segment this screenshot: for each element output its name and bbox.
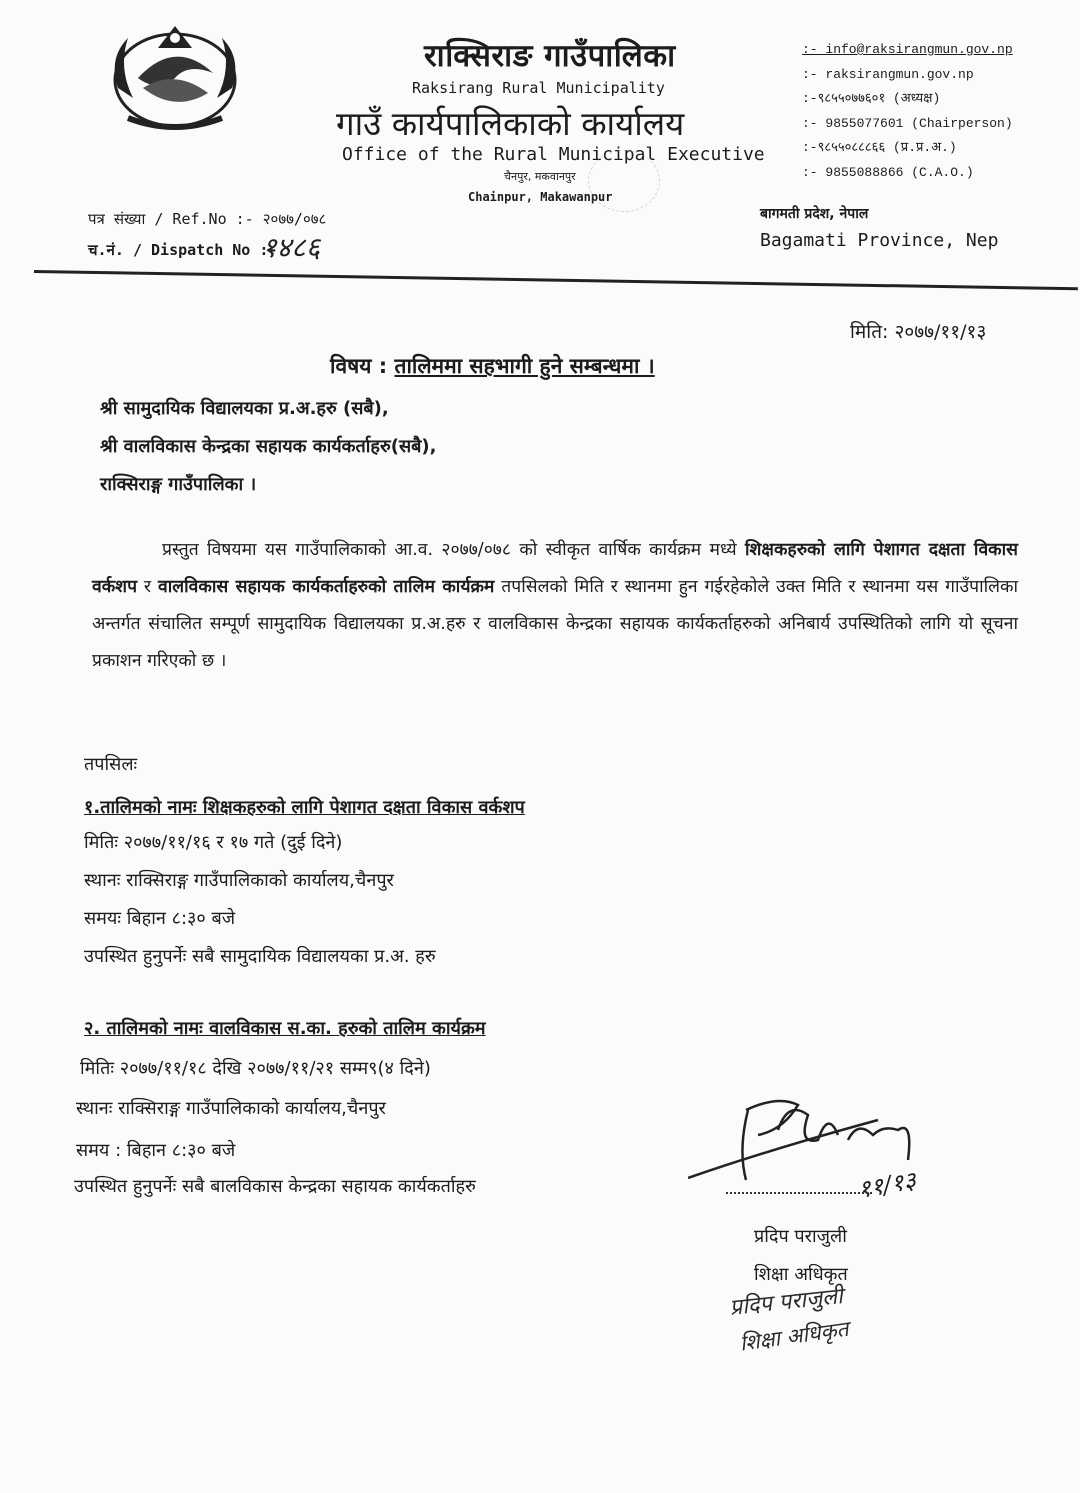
signature-line bbox=[726, 1192, 872, 1194]
handwritten-name: प्रदिप पराजुली bbox=[728, 1284, 844, 1321]
tapsil-label: तपसिलः bbox=[84, 754, 138, 775]
letter-date: मिति: २०७७/११/१३ bbox=[850, 321, 987, 343]
contact-phone-chair: :- 9855077601 (Chairperson) bbox=[802, 115, 1013, 131]
training-1-place: स्थानः राक्सिराङ्ग गाउँपालिकाको कार्यालय,चैनपुर bbox=[84, 870, 394, 891]
addressee-line: राक्सिराङ्ग गाउँपालिका । bbox=[100, 474, 257, 495]
office-stamp bbox=[588, 150, 660, 212]
training-1-heading: १.तालिमको नामः शिक्षकहरुको लागि पेशागत दक्षता विकास वर्कशप bbox=[84, 797, 525, 818]
signature-date: ११/१३ bbox=[856, 1166, 919, 1204]
training-2-date: मितिः २०७७/११/१८ देखि २०७७/११/२१ सम्म९(४ दिने) bbox=[80, 1058, 431, 1079]
address-nepali: चैनपुर, मकवानपुर bbox=[504, 170, 576, 183]
addressee-line: श्री सामुदायिक विद्यालयका प्र.अ.हरु (सबै), bbox=[100, 398, 389, 419]
contact-website[interactable]: :- raksirangmun.gov.np bbox=[802, 66, 974, 82]
training-2-place: स्थानः राक्सिराङ्ग गाउँपालिकाको कार्यालय,चैनपुर bbox=[76, 1098, 386, 1119]
letter-subject bbox=[330, 352, 655, 380]
contact-phone-chair-np: :-९८५५०७७६०१ (अध्यक्ष) bbox=[802, 91, 941, 106]
dispatch-number-handwritten: १४८६ bbox=[262, 231, 321, 264]
header-divider bbox=[34, 270, 1078, 290]
municipality-name-nepali: राक्सिराङ गाउँपालिका bbox=[424, 38, 676, 74]
training-1-date: मितिः २०७७/११/१६ र १७ गते (दुई दिने) bbox=[84, 832, 343, 853]
reference-number: पत्र संख्या / Ref.No :- २०७७/०७८ bbox=[88, 210, 327, 228]
office-name-english: Office of the Rural Municipal Executive bbox=[342, 144, 765, 165]
body-text: प्रस्तुत विषयमा यस गाउँपालिकाको आ.व. २०७७/०७८ को स्वीकृत वार्षिक कार्यक्रम मध्ये bbox=[162, 540, 745, 560]
subject-text: तालिममा सहभागी हुने सम्बन्धमा । bbox=[394, 354, 655, 378]
body-paragraph bbox=[92, 532, 1018, 680]
signatory-post: शिक्षा अधिकृत bbox=[754, 1264, 848, 1285]
training-2-time: समय : बिहान ८:३० बजे bbox=[76, 1140, 236, 1161]
contact-phone-cao: :- 9855088866 (C.A.O.) bbox=[802, 164, 974, 180]
contact-list bbox=[802, 38, 1013, 185]
training-2-heading: २. तालिमको नामः वालविकास स.का. हरुको तालिम कार्यक्रम bbox=[84, 1018, 486, 1039]
dispatch-label: च.नं. / Dispatch No :- bbox=[88, 241, 278, 259]
body-text: तपसिलको मिति र स्थानमा हुन गईरहेकोले उक्त मिति र स्थानमा यस गाउँपालिका अन्तर्गत संचालित सम्पूर्ण सामुदायिक विद्यालयका प्र.अ.हरु र वालविकास केन्द्रका सहायक कार्यकर्ताहरुको अनिबार्य उपस्थितिको लागि यो सूचना प्रकाशन गरिएको छ । bbox=[92, 577, 1018, 671]
contact-email[interactable]: :- info@raksirangmun.gov.np bbox=[802, 42, 1013, 57]
contact-phone-cao-np: :-९८५५०८८८६६ (प्र.प्र.अ.) bbox=[802, 140, 957, 155]
training-2-attendees: उपस्थित हुनुपर्नेः सबै बालविकास केन्द्रका सहायक कार्यकर्ताहरु bbox=[74, 1176, 476, 1197]
municipality-name-english: Raksirang Rural Municipality bbox=[412, 79, 665, 97]
addressee-line: श्री वालविकास केन्द्रका सहायक कार्यकर्ताहरु(सबै), bbox=[100, 436, 437, 457]
handwritten-post: शिक्षा अधिकृत bbox=[738, 1316, 850, 1356]
signatory-name: प्रदिप पराजुली bbox=[754, 1226, 847, 1247]
address-english: Chainpur, Makawanpur bbox=[468, 190, 613, 204]
province-english: Bagamati Province, Nep bbox=[760, 230, 999, 251]
signature-icon bbox=[688, 1090, 958, 1200]
body-bold-text: वालविकास सहायक कार्यकर्ताहरुको तालिम कार्यक्रम bbox=[158, 577, 495, 597]
office-name-nepali: गाउँ कार्यपालिकाको कार्यालय bbox=[336, 104, 685, 143]
province-nepali: बागमती प्रदेश, नेपाल bbox=[760, 206, 869, 222]
subject-label: विषय : bbox=[330, 354, 388, 378]
body-bold-text: शिक्षकहरुको लागि पेशागत दक्षता विकास वर्कशप bbox=[92, 540, 1018, 597]
training-1-time: समयः बिहान ८:३० बजे bbox=[84, 908, 236, 929]
training-1-attendees: उपस्थित हुनुपर्नेः सबै सामुदायिक विद्यालयका प्र.अ. हरु bbox=[84, 946, 436, 967]
body-text: र bbox=[137, 577, 158, 597]
government-emblem-icon bbox=[98, 18, 252, 136]
